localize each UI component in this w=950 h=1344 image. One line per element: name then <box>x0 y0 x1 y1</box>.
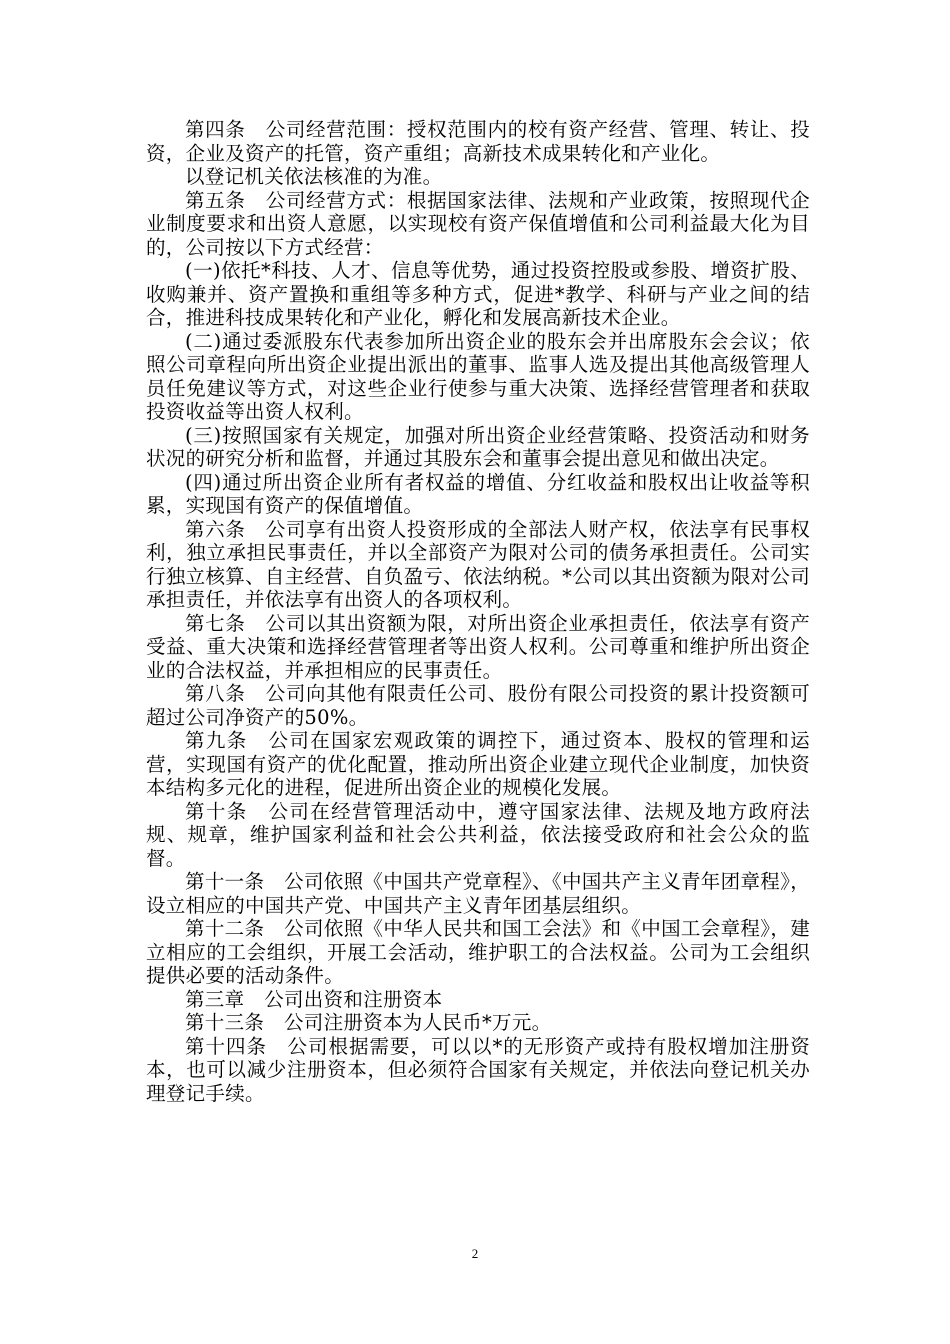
chapter-3-heading: 第三章 公司出资和注册资本 <box>185 987 443 1011</box>
paragraph-item-1: (一)依托*科技、人才、信息等优势，通过投资控股或参股、增资扩股、收购兼并、资产置换和重组等多种方式，促进*教学、科研与产业之间的结合，推进科技成果转化和产业化，孵化和发展高新技术企业。 <box>146 259 810 329</box>
paragraph-item-2: (二)通过委派股东代表参加所出资企业的股东会并出席股东会会议；依照公司章程向所出资企业提出派出的董事、监事人选及提出其他高级管理人员任免建议等方式，对这些企业行使参与重大决策、选择经营管理者和获取投资收益等出资人权利。 <box>146 329 810 423</box>
paragraph-article-10: 第十条 公司在经营管理活动中，遵守国家法律、法规及地方政府法规、规章，维护国家利益和社会公共利益，依法接受政府和社会公众的监督。 <box>146 799 810 870</box>
page-number: 2 <box>471 1246 479 1261</box>
paragraph-article-7: 第七条 公司以其出资额为限，对所出资企业承担责任，依法享有资产受益、重大决策和选择经营管理者等出资人权利。公司尊重和维护所出资企业的合法权益，并承担相应的民事责任。 <box>146 611 810 682</box>
paragraph-article-11: 第十一条 公司依照《中国共产党章程》、《中国共产主义青年团章程》，设立相应的中国共产党、中国共产主义青年团基层组织。 <box>146 870 810 917</box>
paragraph-article-9: 第九条 公司在国家宏观政策的调控下，通过资本、股权的管理和运营，实现国有资产的优化配置，推动所出资企业建立现代企业制度，加快资本结构多元化的进程，促进所出资企业的规模化发展。 <box>146 729 810 799</box>
paragraph-article-14: 第十四条 公司根据需要，可以以*的无形资产或持有股权增加注册资本，也可以减少注册资本，但必须符合国家有关规定，并依法向登记机关办理登记手续。 <box>146 1034 810 1105</box>
paragraph-item-3: (三)按照国家有关规定，加强对所出资企业经营策略、投资活动和财务状况的研究分析和监督，并通过其股东会和董事会提出意见和做出决定。 <box>146 423 810 470</box>
paragraph-article-4: 第四条 公司经营范围：授权范围内的校有资产经营、管理、转让、投资，企业及资产的托管，资产重组；高新技术成果转化和产业化。 <box>146 118 810 165</box>
paragraph-article-5: 第五条 公司经营方式：根据国家法律、法规和产业政策，按照现代企业制度要求和出资人意愿，以实现校有资产保值增值和公司利益最大化为目的，公司按以下方式经营： <box>146 188 810 259</box>
paragraph-article-12: 第十二条 公司依照《中华人民共和国工会法》和《中国工会章程》，建立相应的工会组织，开展工会活动，维护职工的合法权益。公司为工会组织提供必要的活动条件。 <box>146 917 810 987</box>
paragraph-item-4: (四)通过所出资企业所有者权益的增值、分红收益和股权出让收益等积累，实现国有资产的保值增值。 <box>146 470 810 517</box>
document-body <box>146 118 810 1105</box>
paragraph-article-6: 第六条 公司享有出资人投资形成的全部法人财产权，依法享有民事权利，独立承担民事责任，并以全部资产为限对公司的债务承担责任。公司实行独立核算、自主经营、自负盈亏、依法纳税。*公司以其出资额为限对公司承担责任，并依法享有出资人的各项权利。 <box>146 517 810 611</box>
paragraph-article-8: 第八条 公司向其他有限责任公司、股份有限公司投资的累计投资额可超过公司净资产的50%。 <box>146 682 810 729</box>
paragraph-registration-note: 以登记机关依法核准的为准。 <box>185 165 443 188</box>
paragraph-article-13: 第十三条 公司注册资本为人民币*万元。 <box>185 1011 552 1034</box>
